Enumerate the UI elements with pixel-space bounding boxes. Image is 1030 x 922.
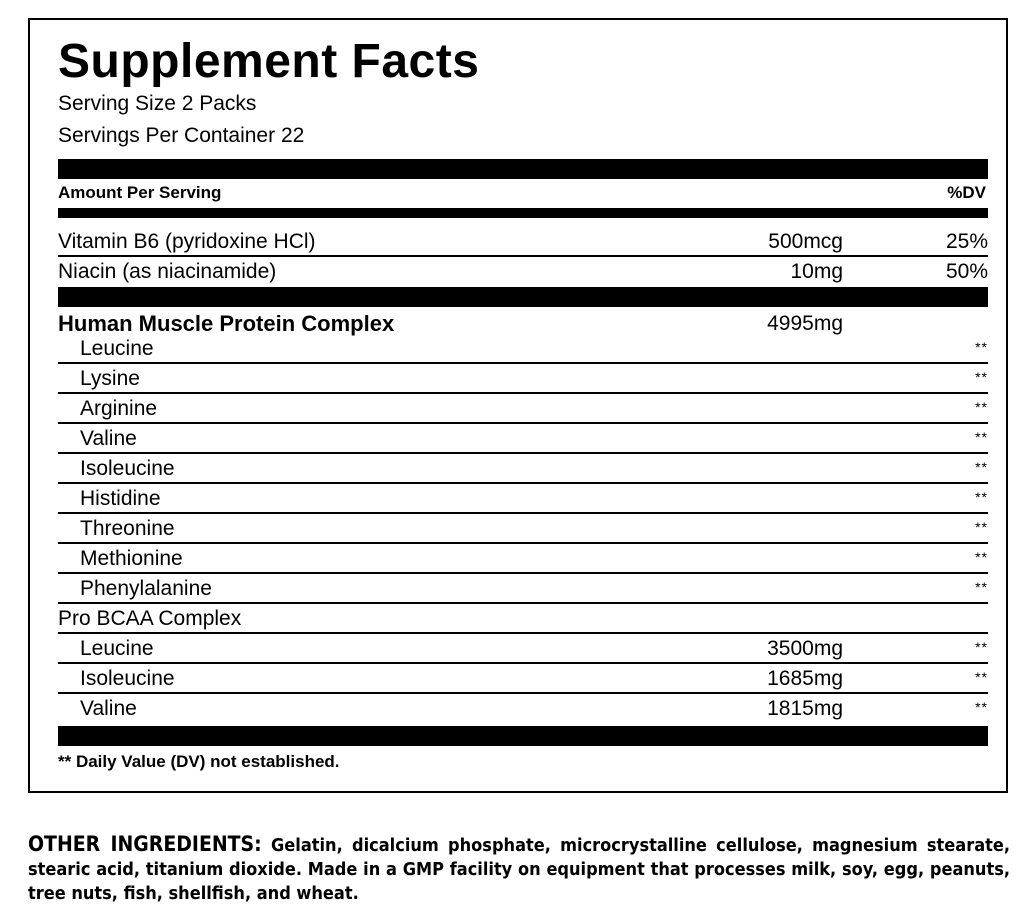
ingredient-name: Leucine (80, 637, 154, 660)
ingredient-dv: ** (975, 669, 988, 685)
ingredient-row (58, 514, 988, 544)
nutrient-name: Vitamin B6 (pyridoxine HCl) (58, 230, 316, 253)
divider-thick (58, 159, 988, 179)
ingredient-name: Valine (80, 427, 137, 450)
ingredient-amount: 1815mg (767, 697, 843, 720)
complex-header-row (58, 604, 988, 634)
panel-title: Supplement Facts (58, 35, 480, 88)
nutrient-amount: 500mcg (768, 230, 843, 253)
nutrient-row (58, 227, 988, 257)
ingredient-dv: ** (975, 339, 988, 355)
ingredient-dv: ** (975, 519, 988, 535)
serving-size: Serving Size 2 Packs (58, 92, 257, 115)
complex-name: Pro BCAA Complex (58, 607, 242, 630)
nutrient-amount: 10mg (790, 260, 843, 283)
ingredient-dv: ** (975, 579, 988, 595)
ingredient-name: Isoleucine (80, 457, 175, 480)
complex-name: Human Muscle Protein Complex (58, 311, 395, 336)
ingredient-dv: ** (975, 459, 988, 475)
ingredient-name: Threonine (80, 517, 175, 540)
nutrient-row (58, 257, 988, 287)
ingredient-name: Lysine (80, 367, 140, 390)
ingredient-name: Methionine (80, 547, 183, 570)
ingredient-dv: ** (975, 639, 988, 655)
nutrient-dv: 50% (945, 260, 988, 283)
ingredient-name: Valine (80, 697, 137, 720)
ingredient-amount: 1685mg (767, 667, 843, 690)
supplement-facts-panel (28, 18, 1008, 793)
nutrient-dv: 25% (945, 230, 988, 253)
ingredient-name: Histidine (80, 487, 161, 510)
ingredient-dv: ** (975, 399, 988, 415)
ingredient-row (58, 634, 988, 664)
ingredient-row (58, 664, 988, 694)
ingredient-name: Phenylalanine (80, 577, 212, 600)
amount-per-serving-header: Amount Per Serving (58, 183, 222, 202)
ingredient-name: Arginine (80, 397, 158, 420)
ingredient-row (58, 544, 988, 574)
ingredient-dv: ** (975, 489, 988, 505)
divider-thick (58, 726, 988, 746)
ingredient-name: Leucine (80, 337, 154, 360)
dv-header: %DV (947, 183, 986, 202)
ingredient-row (58, 694, 988, 724)
divider-medium (58, 208, 988, 218)
other-ingredients-text: Gelatin, dicalcium phosphate, microcrystalline cellulose, magnesium stearate, stearic acid, titanium dioxide. Made in a GMP facility on equipment that processes milk, soy, egg, peanuts, tree nuts, fish, shellfish, and wheat. (28, 835, 1011, 904)
other-ingredients-label: OTHER INGREDIENTS: (28, 832, 262, 856)
ingredient-dv: ** (975, 429, 988, 445)
ingredient-amount: 3500mg (767, 637, 843, 660)
ingredient-row (58, 394, 988, 424)
ingredient-dv: ** (975, 699, 988, 715)
divider-thick (58, 287, 988, 307)
other-ingredients (28, 832, 1010, 906)
nutrient-name: Niacin (as niacinamide) (58, 260, 277, 283)
dv-footnote: ** Daily Value (DV) not established. (58, 752, 340, 771)
ingredient-row (58, 484, 988, 514)
complex-amount: 4995mg (767, 312, 843, 335)
ingredient-name: Isoleucine (80, 667, 175, 690)
ingredient-row (58, 454, 988, 484)
ingredient-row (58, 334, 988, 364)
ingredient-row (58, 574, 988, 604)
ingredient-dv: ** (975, 369, 988, 385)
ingredient-row (58, 424, 988, 454)
servings-per-container: Servings Per Container 22 (58, 124, 305, 147)
ingredient-dv: ** (975, 549, 988, 565)
ingredient-row (58, 364, 988, 394)
